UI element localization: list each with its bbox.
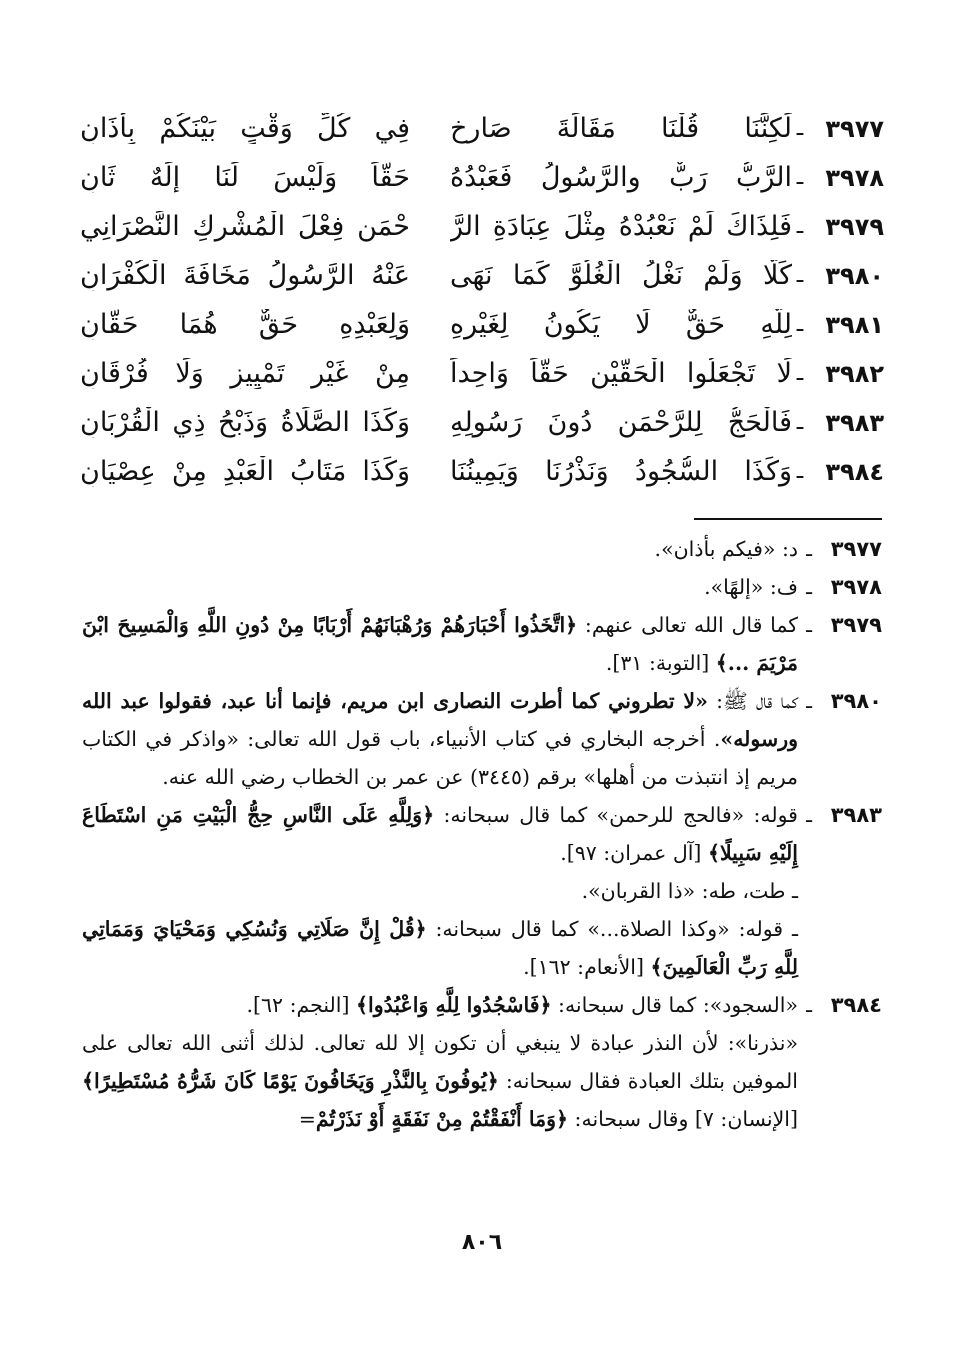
quran-quote: ﴿فَاسْجُدُوا لِلَّهِ وَاعْبُدُوا﴾ (356, 993, 552, 1017)
footnote: ٣٩٨٠ ـ كما قال ﷺ: «لا تطروني كما أطرت النصارى ابن مريم، فإنما أنا عبد، فقولوا عبد الله ورسوله». أخرجه البخاري في كتاب الأنبياء، باب قول الله تعالى: «واذكر في الكتاب مريم إذ انتبذت من أهلها» برقم (٣٤٤٥) عن عمر بن الخطاب رضي الله عنه. (82, 682, 882, 796)
footnote-number: ٣٩٨٠ (830, 689, 882, 713)
footnote-text: قوله: «فالحج للرحمن» كما قال سبحانه: ﴿وَلِلَّهِ عَلَى النَّاسِ حِجُّ الْبَيْتِ مَنِ اسْتَطَاعَ إِلَيْهِ سَبِيلًا﴾ [آل عمران: ٩٧]. (82, 803, 798, 865)
page-number: ٨٠٦ (461, 1230, 503, 1255)
footnote: ٣٩٨٣ ـ قوله: «فالحج للرحمن» كما قال سبحانه: ﴿وَلِلَّهِ عَلَى النَّاسِ حِجُّ الْبَيْتِ مَنِ اسْتَطَاعَ إِلَيْهِ سَبِيلًا﴾ [آل عمران: ٩٧]. (82, 796, 882, 872)
footnote: ٣٩٧٧ ـ د: «فيكم بأذان». (82, 530, 882, 568)
first-hemistich: كَلَّا وَلَمْ نَغْلُ الْغُلُوَّ كَمَا نَهَى (450, 260, 792, 291)
quran-quote: ﴿يُوفُونَ بِالنَّذْرِ وَيَخَافُونَ يَوْمًا كَانَ شَرُّهُ مُسْتَطِيرًا﴾ (82, 1069, 499, 1093)
verse-number: ٣٩٨٤ (825, 457, 884, 486)
footnote-number: ٣٩٨٣ (830, 803, 882, 827)
footnote-number: ٣٩٧٩ (830, 613, 882, 637)
verse-dash: ـ (796, 312, 804, 337)
footnote-text: «السجود»: كما قال سبحانه: ﴿فَاسْجُدُوا لِلَّهِ وَاعْبُدُوا﴾ [النجم: ٦٢]. (246, 993, 798, 1017)
verse-row (80, 202, 884, 251)
footnote-text: «نذرنا»: لأن النذر عبادة لا ينبغي أن تكون إلا لله تعالى. لذلك أثنى الله تعالى على الموفين بتلك العبادة فقال سبحانه: ﴿يُوفُونَ بِالنَّذْرِ وَيَخَافُونَ يَوْمًا كَانَ شَرُّهُ مُسْتَطِيرًا﴾ [الإنسان: ٧] وقال سبحانه: ﴿وَمَا أَنْفَقْتُمْ مِنْ نَفَقَةٍ أَوْ نَذَرْتُمْ= (82, 1031, 798, 1131)
verse-row (80, 447, 884, 496)
quran-quote: ﴿اتَّخَذُوا أَحْبَارَهُمْ وَرُهْبَانَهُمْ أَرْبَابًا مِنْ دُونِ اللَّهِ وَالْمَسِيحَ ابْنَ مَرْيَمَ ...﴾ (82, 613, 798, 675)
quran-quote: ﴿قُلْ إِنَّ صَلَاتِي وَنُسُكِي وَمَحْيَايَ وَمَمَاتِي لِلَّهِ رَبِّ الْعَالَمِينَ﴾ (82, 917, 798, 979)
footnote: ٣٩٨٤ ـ «السجود»: كما قال سبحانه: ﴿فَاسْجُدُوا لِلَّهِ وَاعْبُدُوا﴾ [النجم: ٦٢]. (82, 986, 882, 1024)
footnote-text: ـ قوله: «وكذا الصلاة...» كما قال سبحانه: ﴿قُلْ إِنَّ صَلَاتِي وَنُسُكِي وَمَحْيَايَ وَمَمَاتِي لِلَّهِ رَبِّ الْعَالَمِينَ﴾ [الأنعام: ١٦٢]. (82, 917, 798, 979)
hadith-quote: «لا تطروني كما أطرت النصارى ابن مريم، فإنما أنا عبد، فقولوا عبد الله ورسوله» (82, 689, 798, 751)
verse-dash: ـ (796, 165, 804, 190)
verse-number: ٣٩٨٠ (825, 261, 884, 290)
verse-dash: ـ (796, 214, 804, 239)
footnote-text: كما قال ﷺ: «لا تطروني كما أطرت النصارى ابن مريم، فإنما أنا عبد، فقولوا عبد الله ورسوله». أخرجه البخاري في كتاب الأنبياء، باب قول الله تعالى: «واذكر في الكتاب مريم إذ انتبذت من أهلها» برقم (٣٤٤٥) عن عمر بن الخطاب رضي الله عنه. (82, 689, 798, 789)
verse-row (80, 104, 884, 153)
footnote-text: ـ طت، طه: «ذا القربان». (581, 879, 798, 903)
second-hemistich: حْمَنِ فِعْلَ الْمُشْرِكِ النَّصْرَانِي (80, 211, 410, 242)
footnote-number: ٣٩٧٨ (830, 575, 882, 599)
footnote-continuation (82, 872, 882, 910)
footnote-text: د: «فيكم بأذان». (654, 537, 798, 561)
footnote-continuation (82, 1024, 882, 1138)
footnote-text: كما قال الله تعالى عنهم: ﴿اتَّخَذُوا أَحْبَارَهُمْ وَرُهْبَانَهُمْ أَرْبَابًا مِنْ دُونِ اللَّهِ وَالْمَسِيحَ ابْنَ مَرْيَمَ ...﴾ [التوبة: ٣١]. (82, 613, 798, 675)
verse-number: ٣٩٧٨ (825, 163, 884, 192)
verse-number: ٣٩٨١ (825, 310, 884, 339)
verse-dash: ـ (796, 263, 804, 288)
footnote-continuation (82, 910, 882, 986)
verse-number: ٣٩٨٢ (825, 359, 884, 388)
verse-dash: ـ (796, 410, 804, 435)
second-hemistich: فِي كُلِّ وَقْتٍ بَيْنَكُمْ بِأَذَانِ (80, 113, 410, 144)
footnote-number: ٣٩٨٤ (830, 993, 882, 1017)
verse-dash: ـ (796, 361, 804, 386)
footnote-number: ٣٩٧٧ (830, 537, 882, 561)
quran-quote: ﴿وَمَا أَنْفَقْتُمْ مِنْ نَفَقَةٍ أَوْ نَذَرْتُمْ (315, 1107, 569, 1131)
first-hemistich: فَالْحَجُّ لِلرَّحْمَنِ دُونَ رَسُولِهِ (450, 407, 792, 438)
second-hemistich: مِنْ غَيْرِ تَمْيِيزٍ وَلَا فُرْقَانِ (80, 358, 410, 389)
second-hemistich: حَقّاً وَلَيْسَ لَنَا إِلَهٌ ثَانِ (80, 162, 410, 193)
footnote-separator (694, 518, 882, 520)
first-hemistich: وَكَذَا السُّجُودُ وَنَذْرُنَا وَيَمِينُنَا (450, 456, 792, 487)
verse-number: ٣٩٧٧ (825, 114, 884, 143)
verse-row (80, 153, 884, 202)
verse-row (80, 251, 884, 300)
second-hemistich: وَكَذَا الصَّلَاةُ وَذَبْحُ ذِي الْقُرْبَانِ (80, 407, 410, 438)
poem-block (80, 104, 884, 496)
verse-dash: ـ (796, 116, 804, 141)
footnote: ٣٩٧٩ ـ كما قال الله تعالى عنهم: ﴿اتَّخَذُوا أَحْبَارَهُمْ وَرُهْبَانَهُمْ أَرْبَابًا مِنْ دُونِ اللَّهِ وَالْمَسِيحَ ابْنَ مَرْيَمَ ...﴾ [التوبة: ٣١]. (82, 606, 882, 682)
verse-row (80, 349, 884, 398)
second-hemistich: عَنْهُ الرَّسُولُ مَخَافَةَ الْكُفْرَانِ (80, 260, 410, 291)
footnotes (82, 530, 882, 1138)
footnote-text: ف: «إلهًا». (704, 575, 798, 599)
verse-dash: ـ (796, 459, 804, 484)
footnote: ٣٩٧٨ ـ ف: «إلهًا». (82, 568, 882, 606)
verse-number: ٣٩٨٣ (825, 408, 884, 437)
first-hemistich: لَكِنَّنَا قُلْنَا مَقَالَةَ صَارِخٍ (450, 113, 792, 144)
verse-number: ٣٩٧٩ (825, 212, 884, 241)
verse-row (80, 300, 884, 349)
quran-quote: ﴿وَلِلَّهِ عَلَى النَّاسِ حِجُّ الْبَيْتِ مَنِ اسْتَطَاعَ إِلَيْهِ سَبِيلًا﴾ (82, 803, 798, 865)
first-hemistich: لَا تَجْعَلُوا الْحَقَّيْنِ حَقّاً وَاحِداً (450, 358, 792, 389)
second-hemistich: وَلِعَبْدِهِ حَقٌّ هُمَا حَقَّانِ (80, 309, 410, 340)
first-hemistich: لِلَّهِ حَقٌّ لَا يَكُونُ لِغَيْرِهِ (450, 309, 792, 340)
verse-row (80, 398, 884, 447)
first-hemistich: فَلِذَاكَ لَمْ نَعْبُدْهُ مِثْلَ عِبَادَةِ الرَّ (450, 211, 792, 242)
first-hemistich: الرَّبُّ رَبٌّ والرَّسُولُ فَعَبْدُهُ (450, 162, 792, 193)
second-hemistich: وَكَذَا مَتَابُ الْعَبْدِ مِنْ عِصْيَانِ (80, 456, 410, 487)
